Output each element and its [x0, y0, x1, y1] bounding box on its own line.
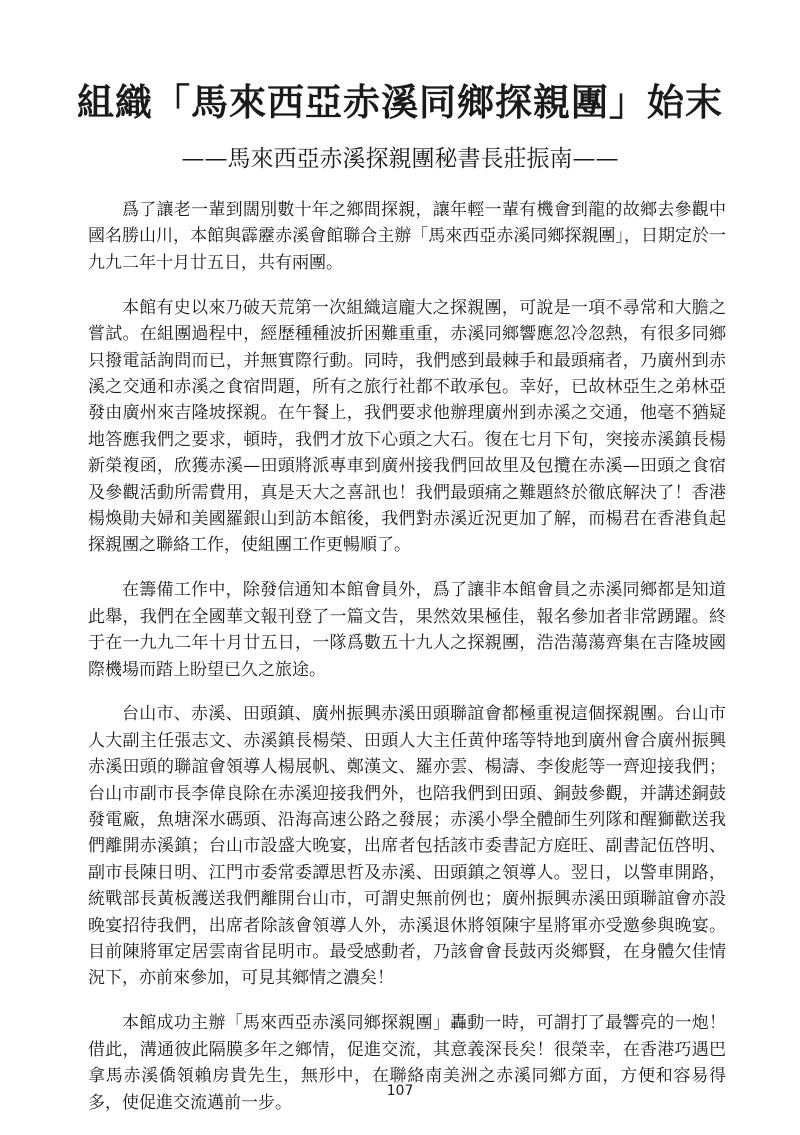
paragraph-5: 本館成功主辦「馬來西亞赤溪同鄉探親團」轟動一時，可謂打了最響亮的一炮！借此，溝通彼此隔膜多年之鄉情，促進交流，其意義深長矣！很榮幸，在香港巧遇巴拿馬赤溪僑領賴房貴先生，無形中，在聯絡南美洲之赤溪同鄉方面，方便和容易得多，使促進交流邁前一步。: [88, 1013, 726, 1113]
article-title: 組織「馬來西亞赤溪同鄉探親團」始末: [77, 81, 723, 124]
article-byline: ——馬來西亞赤溪探親團秘書長莊振南——: [181, 146, 619, 172]
paragraph-2: 本館有史以來乃破天荒第一次組織這龐大之探親團，可說是一項不尋常和大膽之嘗試。在組團過程中，經歷種種波折困難重重，赤溪同鄉響應忽冷忽熱，有很多同鄉只撥電話詢問而已，并無實際行動。同時，我們感到最棘手和最頭痛者，乃廣州到赤溪之交通和赤溪之食宿問題，所有之旅行社都不敢承包。幸好，已故林亞生之弟林亞發由廣州來吉隆坡探親。在午餐上，我們要求他辦理廣州到赤溪之交通，他毫不猶疑地答應我們之要求，頓時，我們才放下心頭之大石。復在七月下旬，突接赤溪鎮長楊新榮複函，欣獲赤溪—田頭將派專車到廣州接我們回故里及包攬在赤溪—田頭之食宿及參觀活動所需費用，真是天大之喜訊也！我們最頭痛之難題終於徹底解決了！香港楊煥勛夫婦和美國羅銀山到訪本館後，我們對赤溪近況更加了解，而楊君在香港負起探親團之聯絡工作，使組團工作更暢順了。: [88, 297, 726, 556]
article-body: [88, 197, 726, 1135]
paragraph-1: 爲了讓老一輩到闊別數十年之鄉間探親，讓年輕一輩有機會到龍的故鄉去參觀中國名勝山川，本館與霹靂赤溪會館聯合主辦「馬來西亞赤溪同鄉探親團」，日期定於一九九二年十月廿五日，共有兩團。: [88, 200, 726, 273]
paragraph-4: 台山市、赤溪、田頭鎮、廣州振興赤溪田頭聯誼會都極重視這個探親團。台山市人大副主任張志文、赤溪鎮長楊榮、田頭人大主任黄仲瑤等特地到廣州會合廣州振興赤溪田頭的聯誼會領導人楊展帆、鄭漢文、羅亦雲、楊濤、李俊彪等一齊迎接我們；台山市副市長李偉良除在赤溪迎接我們外，也陪我們到田頭、銅鼓參觀，并講述銅鼓發電廠，魚塘深水碼頭、沿海高速公路之發展；赤溪小學全體師生列隊和醒獅歡送我們離開赤溪鎮；台山市設盛大晚宴，出席者包括該市委書記方庭旺、副書記伍啓明、副市長陳日明、江門市委常委譚思哲及赤溪、田頭鎮之領導人。翌日，以警車開路，統戰部長黃板護送我們離開台山市，可謂史無前例也；廣州振興赤溪田頭聯誼會亦設晚宴招待我們，出席者除該會領導人外，赤溪退休將領陳宇星將軍亦受邀參與晚宴。目前陳將軍定居雲南省昆明市。最受感動者，乃該會會長鼓丙炎鄉賢，在身體欠佳情況下，亦前來參加，可見其鄉情之濃矣！: [88, 704, 726, 989]
paragraph-3: 在籌備工作中，除發信通知本館會員外，爲了讓非本館會員之赤溪同鄉都是知道此舉，我們在全國華文報刊登了一篇文告，果然效果極佳，報名參加者非常踴躍。終于在一九九二年十月廿五日，一隊爲數五十九人之探親團，浩浩蕩蕩齊集在吉隆坡國際機場而踏上盼望已久之旅途。: [88, 580, 726, 680]
page-number: 107: [386, 1083, 414, 1099]
